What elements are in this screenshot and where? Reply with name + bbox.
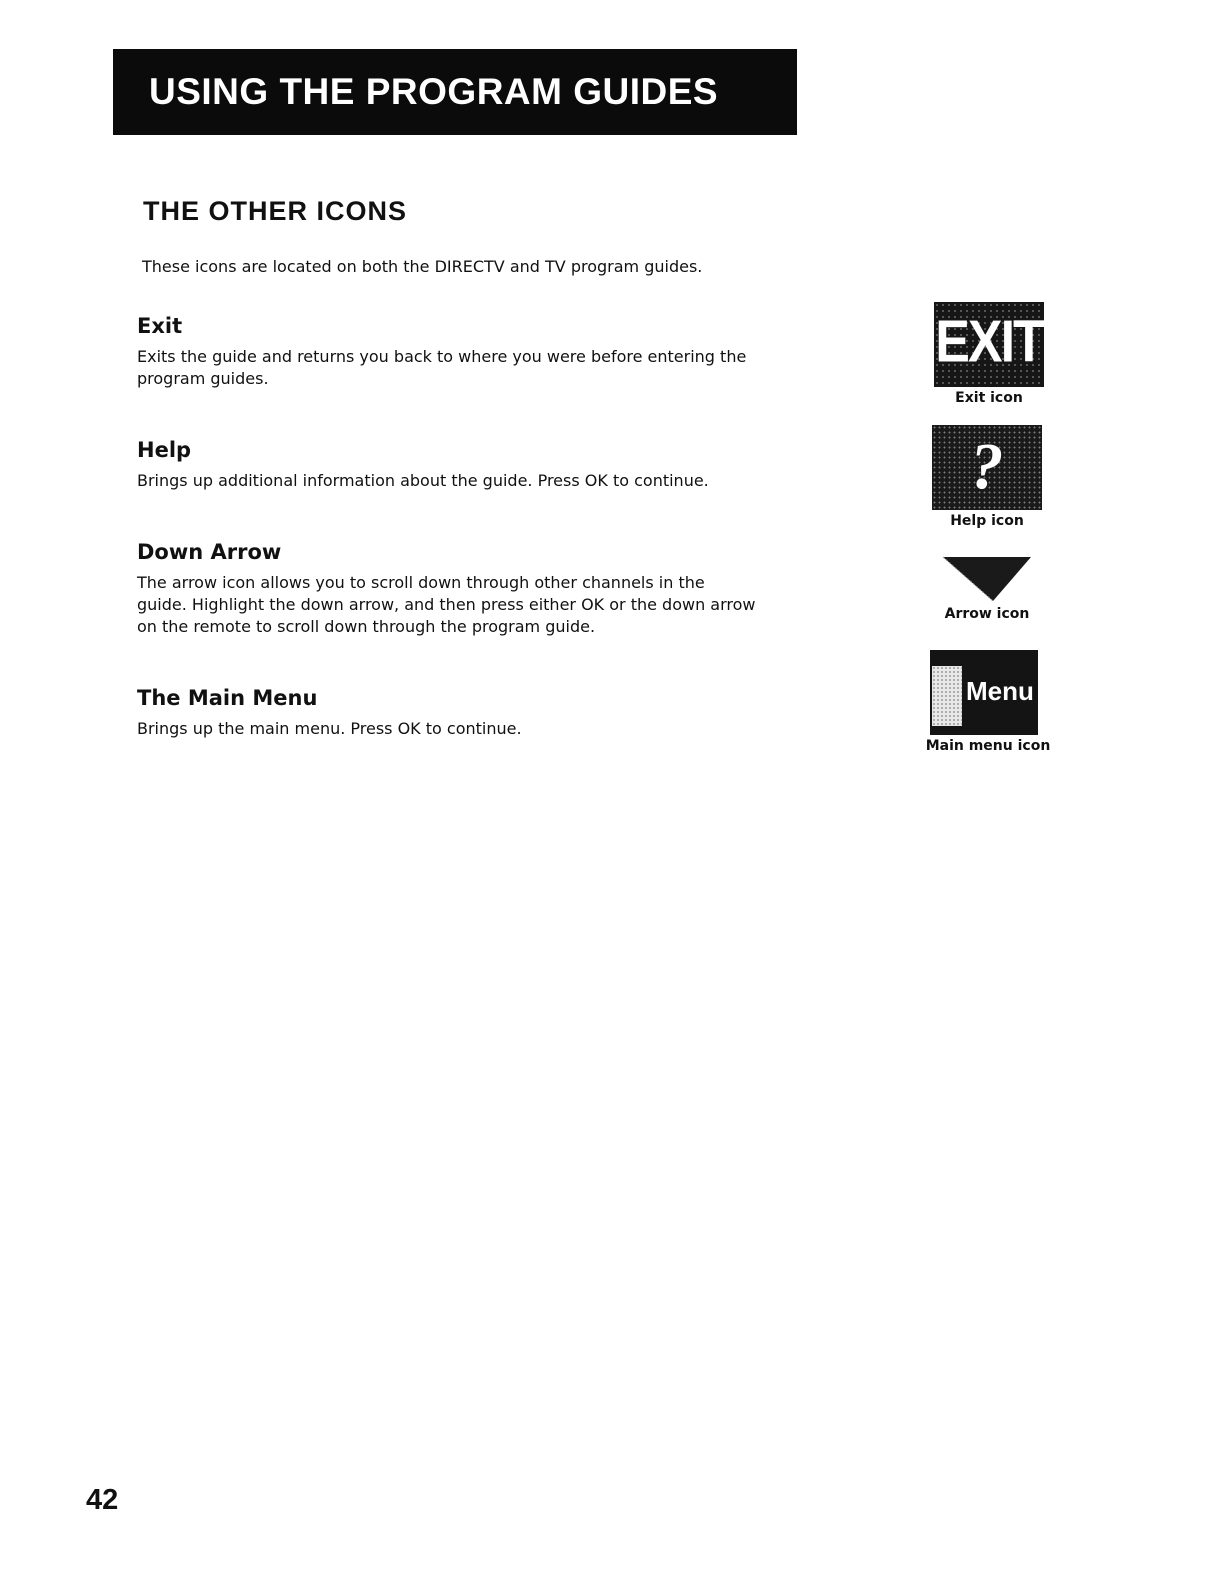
- arrow-icon-figure: [932, 553, 1042, 622]
- entry-main-menu-body: Brings up the main menu. Press OK to continue.: [137, 719, 522, 738]
- entry-down-arrow-body: The arrow icon allows you to scroll down through other channels in the guide. Highlight the down arrow, and then press either OK or the down arrow on the remote to scroll down through the program guide.: [137, 573, 756, 636]
- main-menu-icon: [930, 650, 1038, 735]
- main-menu-icon-glyph: Menu: [966, 676, 1034, 706]
- exit-icon-caption: Exit icon: [955, 390, 1023, 406]
- page-number: 42: [86, 1484, 119, 1516]
- exit-icon: [934, 302, 1044, 387]
- entry-main-menu: [137, 686, 757, 740]
- menu-icon-figure: [918, 650, 1058, 754]
- exit-icon-glyph: EXIT: [935, 308, 1043, 376]
- help-icon-figure: [932, 425, 1042, 529]
- entry-help-heading: Help: [137, 438, 192, 462]
- entry-down-arrow-heading: Down Arrow: [137, 540, 282, 564]
- help-icon-caption: Help icon: [950, 513, 1024, 529]
- entry-down-arrow: [137, 540, 757, 638]
- exit-icon-figure: [934, 302, 1044, 406]
- entry-main-menu-heading: The Main Menu: [137, 686, 318, 710]
- entry-exit: [137, 314, 757, 390]
- section-intro: These icons are located on both the DIRECTV and TV program guides.: [142, 257, 703, 276]
- banner-title: USING THE PROGRAM GUIDES: [149, 71, 719, 112]
- entry-exit-body: Exits the guide and returns you back to where you were before entering the program guides.: [137, 347, 747, 388]
- arrow-icon-caption: Arrow icon: [944, 606, 1030, 622]
- section-title: THE OTHER ICONS: [143, 196, 408, 226]
- entry-help-body: Brings up additional information about the guide. Press OK to continue.: [137, 471, 709, 490]
- page-banner: [113, 49, 797, 135]
- entry-help: [137, 438, 757, 492]
- entry-exit-heading: Exit: [137, 314, 183, 338]
- menu-page-icon: [932, 666, 962, 726]
- help-icon-glyph: ?: [970, 430, 1004, 503]
- main-menu-icon-caption: Main menu icon: [925, 738, 1051, 754]
- down-arrow-icon: [939, 553, 1035, 603]
- help-icon: [932, 425, 1042, 510]
